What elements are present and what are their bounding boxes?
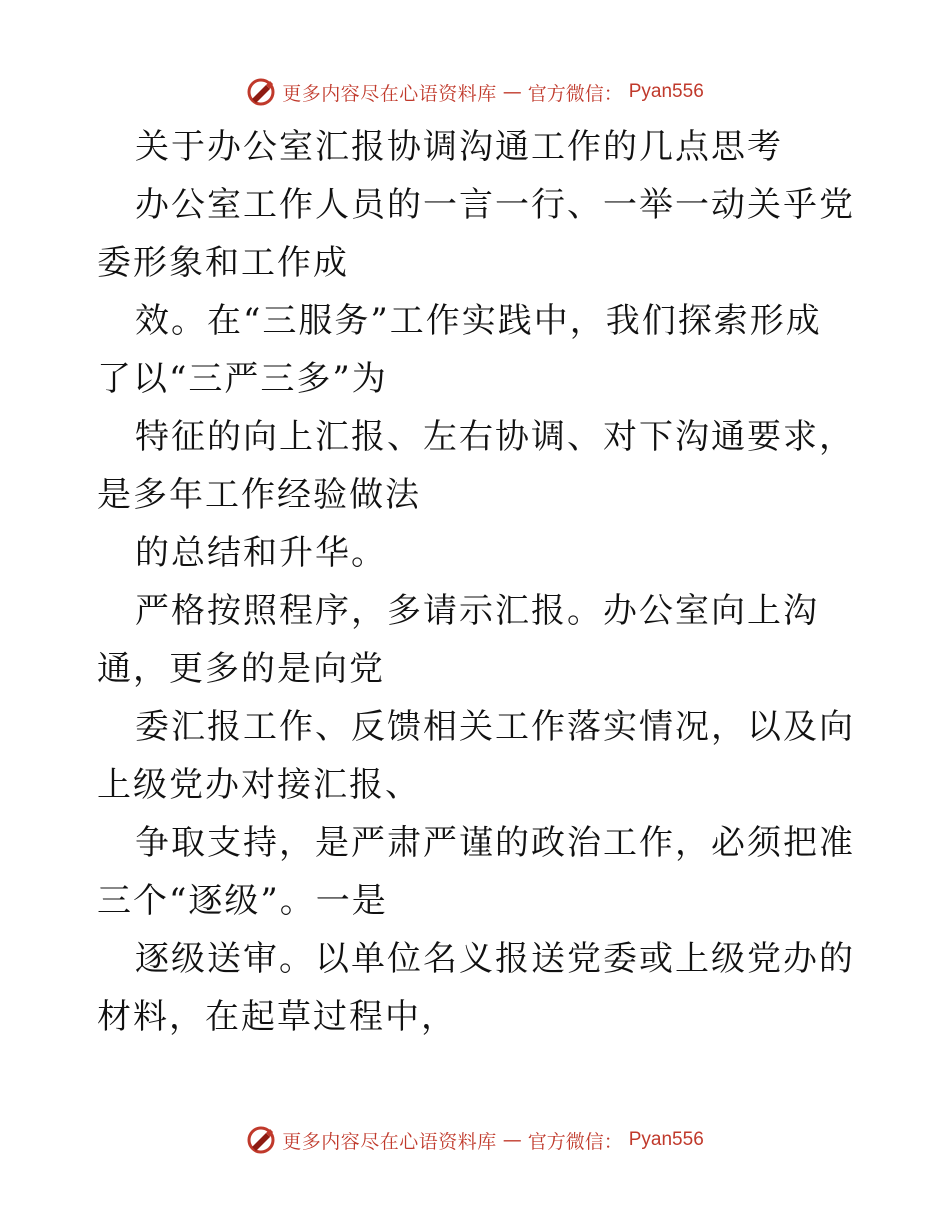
footer-wechat-label: 官方微信： bbox=[527, 1130, 623, 1153]
paragraph-8: 逐级送审。以单位名义报送党委或上级党办的材料，在起草过程中， bbox=[97, 939, 855, 1037]
paragraph-7: 争取支持，是严肃严谨的政治工作，必须把准三个“逐级”。一是 bbox=[97, 823, 855, 921]
footer-site-text: 更多内容尽在心语资料库 bbox=[282, 1130, 497, 1153]
paragraph-3: 特征的向上汇报、左右协调、对下沟通要求，是多年工作经验做法 bbox=[97, 417, 855, 515]
footer-dash: — bbox=[502, 1129, 522, 1151]
pen-logo-icon bbox=[246, 1125, 276, 1155]
header-site-text: 更多内容尽在心语资料库 bbox=[282, 82, 497, 105]
header-wechat-label: 官方微信： bbox=[527, 82, 623, 105]
document-title: 关于办公室汇报协调沟通工作的几点思考 bbox=[135, 127, 783, 167]
paragraph-2: 效。在“三服务”工作实践中，我们探索形成了以“三严三多”为 bbox=[97, 301, 822, 399]
pen-logo-icon bbox=[246, 77, 276, 107]
paragraph-5: 严格按照程序，多请示汇报。办公室向上沟通，更多的是向党 bbox=[97, 591, 819, 689]
header-wechat-handle: Pyan556 bbox=[628, 81, 704, 102]
document-body bbox=[97, 118, 857, 1046]
paragraph-6: 委汇报工作、反馈相关工作落实情况，以及向上级党办对接汇报、 bbox=[97, 707, 855, 805]
footer-banner bbox=[0, 1120, 950, 1160]
header-banner bbox=[0, 72, 950, 112]
paragraph-1: 办公室工作人员的一言一行、一举一动关乎党委形象和工作成 bbox=[97, 185, 855, 283]
footer-wechat-handle: Pyan556 bbox=[628, 1129, 704, 1150]
header-dash: — bbox=[502, 81, 522, 103]
paragraph-4: 的总结和升华。 bbox=[135, 533, 387, 573]
